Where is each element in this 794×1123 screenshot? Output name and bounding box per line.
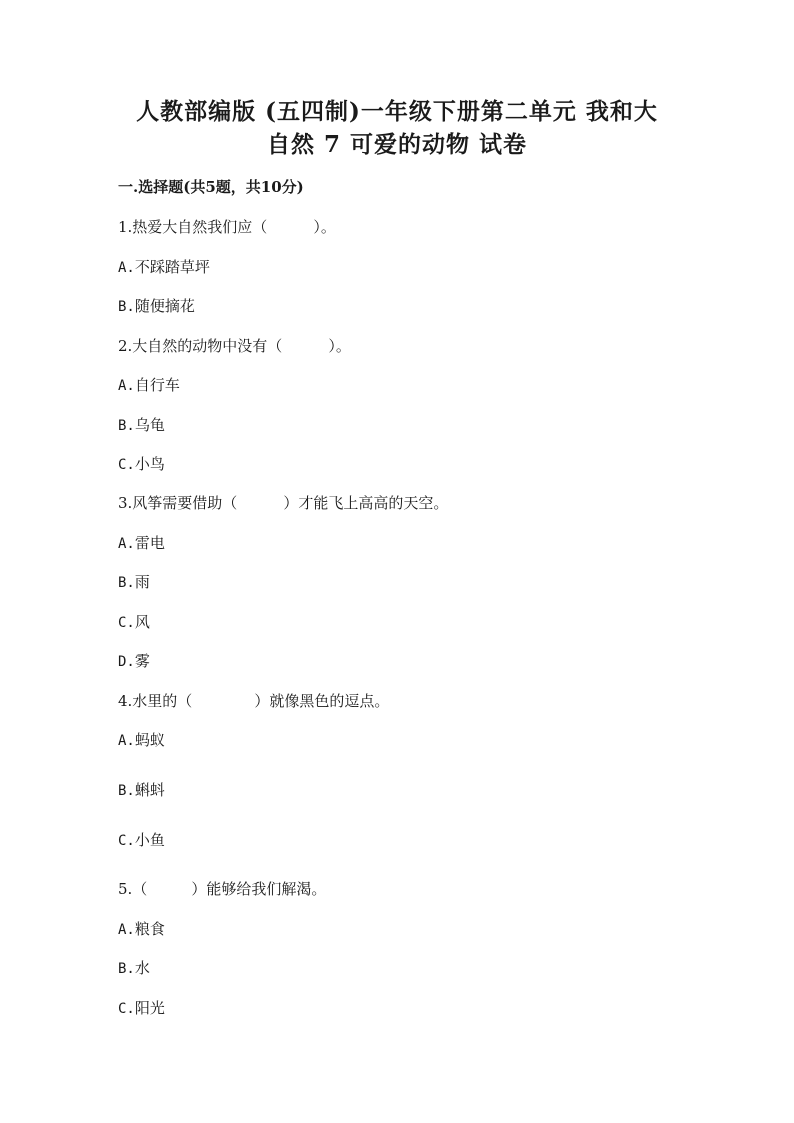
question-3-option-a [118, 533, 165, 554]
option-text: 雷电 [134, 534, 165, 552]
option-text: 雨 [134, 573, 150, 591]
question-1-stem [118, 217, 336, 237]
question-5-stem [118, 879, 326, 899]
option-text: 随便摘花 [134, 297, 195, 315]
option-text: 小鱼 [134, 831, 165, 849]
document-title-line-1: 人教部编版 (五四制)一年级下册第二单元 我和大 [136, 98, 658, 125]
option-letter: B. [118, 575, 135, 591]
option-text: 水 [134, 959, 150, 977]
question-stem-text: ）。 [328, 337, 351, 355]
question-stem-text: 1.热爱大自然我们应（ [118, 218, 268, 236]
option-letter: C. [118, 457, 135, 473]
option-text: 不踩踏草坪 [134, 258, 210, 276]
question-stem-text: 5.（ [118, 880, 148, 898]
question-5-option-b [118, 958, 150, 979]
option-letter: C. [118, 1001, 135, 1017]
question-stem-text: ）能够给我们解渴。 [191, 880, 327, 898]
question-stem-text: ）。 [313, 218, 336, 236]
document-title-line-2: 自然 7 可爱的动物 试卷 [266, 131, 528, 158]
question-3-option-b [118, 572, 150, 593]
question-5-option-a [118, 919, 165, 940]
option-letter: A. [118, 922, 135, 938]
question-stem-text: 3.风筝需要借助（ [118, 494, 238, 512]
question-3-option-d [118, 651, 150, 672]
question-4-option-c [118, 830, 165, 851]
question-1-option-a [118, 257, 210, 278]
option-letter: B. [118, 961, 135, 977]
question-stem-text: 2.大自然的动物中没有（ [118, 337, 283, 355]
question-2-option-b [118, 415, 165, 436]
option-letter: D. [118, 654, 135, 670]
option-text: 蚂蚁 [134, 731, 165, 749]
question-4-option-a [118, 730, 165, 751]
option-letter: B. [118, 299, 135, 315]
option-letter: B. [118, 418, 135, 434]
option-letter: A. [118, 733, 135, 749]
question-5-option-c [118, 998, 165, 1019]
question-2-stem [118, 336, 351, 356]
option-letter: C. [118, 615, 135, 631]
option-letter: C. [118, 833, 135, 849]
question-2-option-c [118, 454, 165, 475]
option-text: 雾 [134, 652, 150, 670]
option-letter: A. [118, 536, 135, 552]
option-text: 自行车 [134, 376, 180, 394]
question-3-stem [118, 493, 448, 513]
question-4-option-b [118, 780, 165, 801]
question-1-option-b [118, 296, 195, 317]
question-stem-text: ）才能飞上高高的天空。 [283, 494, 449, 512]
option-letter: B. [118, 783, 135, 799]
option-text: 蝌蚪 [134, 781, 165, 799]
option-text: 乌龟 [134, 416, 165, 434]
option-letter: A. [118, 260, 135, 276]
question-stem-text: 4.水里的（ [118, 692, 193, 710]
question-3-option-c [118, 612, 150, 633]
option-letter: A. [118, 378, 135, 394]
section-heading: 一.选择题(共5题，共10分) [118, 178, 304, 196]
option-text: 风 [134, 613, 150, 631]
question-2-option-a [118, 375, 180, 396]
question-stem-text: ）就像黑色的逗点。 [254, 692, 390, 710]
option-text: 阳光 [134, 999, 165, 1017]
option-text: 小鸟 [134, 455, 165, 473]
question-4-stem [118, 691, 389, 711]
option-text: 粮食 [134, 920, 165, 938]
